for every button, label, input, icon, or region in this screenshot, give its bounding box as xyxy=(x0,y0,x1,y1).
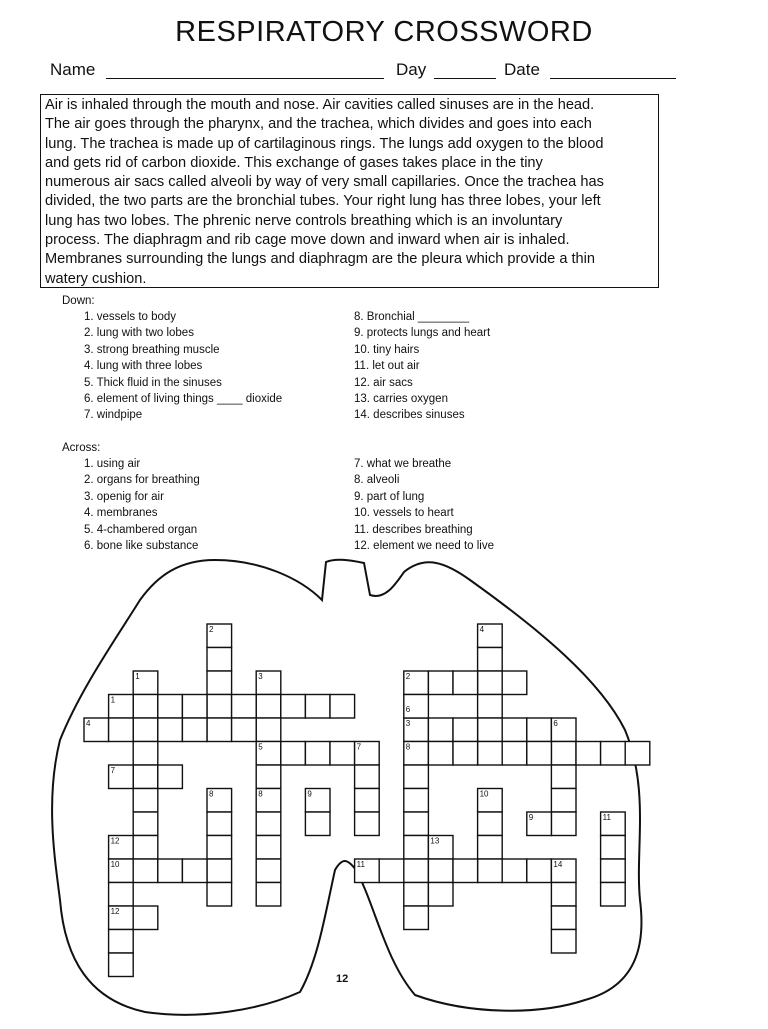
clue-number: 12 xyxy=(110,907,120,916)
crossword-cell[interactable] xyxy=(404,859,429,883)
crossword-cell[interactable] xyxy=(502,671,527,695)
clue-number: 3 xyxy=(405,719,411,728)
clue-number: 1 xyxy=(110,695,116,705)
crossword-cell[interactable] xyxy=(109,930,134,954)
crossword-cell[interactable] xyxy=(478,836,503,860)
clue: 3. strong breathing muscle xyxy=(84,343,220,356)
clue: 1. using air xyxy=(84,458,141,470)
clue-number: 7 xyxy=(110,766,116,775)
crossword-cell[interactable] xyxy=(207,695,232,719)
crossword-cell[interactable] xyxy=(355,765,380,789)
clue: 1. vessels to body xyxy=(84,311,177,323)
clue: 11. describes breathing xyxy=(354,523,473,536)
crossword-cell[interactable] xyxy=(404,836,429,860)
crossword-cell[interactable] xyxy=(601,742,626,766)
passage-line: Membranes surrounding the lungs and diaphragm are the pleura which provide a thin xyxy=(45,251,596,268)
clue-number: 8 xyxy=(209,789,214,799)
crossword-cell[interactable] xyxy=(256,718,281,742)
passage-line: watery cushion. xyxy=(45,270,147,287)
clue-number: 2 xyxy=(405,672,411,681)
crossword-cell[interactable] xyxy=(404,906,429,930)
crossword-cell[interactable] xyxy=(551,812,576,836)
crossword-cell[interactable] xyxy=(305,695,330,719)
crossword-cell[interactable] xyxy=(453,718,478,742)
crossword-cell[interactable] xyxy=(133,906,158,930)
crossword-cell[interactable] xyxy=(330,742,355,766)
crossword-cell[interactable] xyxy=(404,789,429,813)
crossword-cell[interactable] xyxy=(207,671,232,695)
crossword-cell[interactable] xyxy=(305,742,330,766)
crossword-cell[interactable] xyxy=(256,695,281,719)
clue: 8. alveoli xyxy=(354,474,400,487)
crossword-cell[interactable] xyxy=(133,742,158,766)
clue: 5. Thick fluid in the sinuses xyxy=(84,376,222,389)
crossword-cell[interactable] xyxy=(158,859,183,883)
crossword-cell[interactable] xyxy=(428,883,453,907)
clue-number: 13 xyxy=(430,836,440,846)
name-label: Name xyxy=(50,60,96,79)
page-number: 12 xyxy=(336,973,349,985)
crossword-cell[interactable] xyxy=(256,836,281,860)
crossword-cell[interactable] xyxy=(158,695,183,719)
crossword-cell[interactable] xyxy=(232,695,257,719)
clue: 7. windpipe xyxy=(84,409,143,422)
crossword-cell[interactable] xyxy=(281,695,306,719)
crossword-cell[interactable] xyxy=(133,718,158,742)
crossword-cell[interactable] xyxy=(551,742,576,766)
crossword-cell[interactable] xyxy=(330,695,355,719)
clue: 10. tiny hairs xyxy=(354,343,420,356)
clue: 6. element of living things ____ dioxide xyxy=(84,393,283,406)
crossword-cell[interactable] xyxy=(355,812,380,836)
clue: 9. part of lung xyxy=(354,490,425,503)
clue: 6. bone like substance xyxy=(84,540,199,553)
crossword-cell[interactable] xyxy=(404,765,429,789)
clue: 8. Bronchial ________ xyxy=(354,311,470,323)
clue: 5. 4-chambered organ xyxy=(84,523,198,536)
crossword-cell[interactable] xyxy=(404,883,429,907)
passage-line: lung has two lobes. The phrenic nerve controls breathing which is an involuntary xyxy=(45,212,563,229)
crossword-cell[interactable] xyxy=(109,953,134,977)
crossword-cell[interactable] xyxy=(478,718,503,742)
passage-line: lung. The trachea is made up of cartilaginous rings. The lungs add oxygen to the blood xyxy=(45,135,604,152)
clue: 7. what we breathe xyxy=(354,458,452,470)
crossword-cell[interactable] xyxy=(601,859,626,883)
clue-number: 10 xyxy=(110,860,120,869)
clue-number: 11 xyxy=(356,860,365,869)
crossword-cell[interactable] xyxy=(158,718,183,742)
clue-number: 6 xyxy=(405,704,411,714)
clue-number: 8 xyxy=(405,742,411,752)
clue-number: 2 xyxy=(209,625,214,634)
down-heading: Down: xyxy=(62,295,95,307)
crossword-cell[interactable] xyxy=(478,671,503,695)
crossword-cell[interactable] xyxy=(478,812,503,836)
clue-number: 3 xyxy=(258,672,263,681)
passage-line: The air goes through the pharynx, and the trachea, which divides and goes into each xyxy=(45,116,592,133)
crossword-cell[interactable] xyxy=(256,883,281,907)
crossword-cell[interactable] xyxy=(551,789,576,813)
crossword-cell[interactable] xyxy=(502,718,527,742)
crossword-cell[interactable] xyxy=(527,742,552,766)
crossword-cell[interactable] xyxy=(207,812,232,836)
crossword-cell[interactable] xyxy=(453,671,478,695)
clue: 14. describes sinuses xyxy=(354,409,465,422)
crossword-cell[interactable] xyxy=(207,648,232,672)
clue: 10. vessels to heart xyxy=(354,507,454,520)
clue: 11. let out air xyxy=(354,360,420,373)
crossword-cell[interactable] xyxy=(182,859,207,883)
clue-number: 14 xyxy=(553,860,563,869)
clue: 12. air sacs xyxy=(354,376,413,389)
crossword-cell[interactable] xyxy=(207,859,232,883)
clue-number: 4 xyxy=(86,719,91,728)
crossword-cell[interactable] xyxy=(256,765,281,789)
crossword-cell[interactable] xyxy=(428,742,453,766)
clue: 4. membranes xyxy=(84,507,158,520)
passage-line: and gets rid of carbon dioxide. This exchange of gases takes place in the tiny xyxy=(45,154,543,171)
crossword-cell[interactable] xyxy=(576,742,601,766)
clue: 2. organs for breathing xyxy=(84,474,200,487)
crossword-cell[interactable] xyxy=(158,765,183,789)
crossword-cell[interactable] xyxy=(478,695,503,719)
crossword-cell[interactable] xyxy=(109,718,134,742)
crossword-cell[interactable] xyxy=(109,883,134,907)
crossword-cell[interactable] xyxy=(453,742,478,766)
clue-number: 6 xyxy=(553,719,558,728)
crossword-cell[interactable] xyxy=(551,930,576,954)
crossword-cell[interactable] xyxy=(502,742,527,766)
day-label: Day xyxy=(396,60,427,79)
clue-number: 7 xyxy=(356,742,362,752)
clue: 13. carries oxygen xyxy=(354,393,448,406)
passage-line: divided, the two parts are the bronchial tubes. Your right lung has three lobes, your left xyxy=(45,193,601,210)
crossword-cell[interactable] xyxy=(256,812,281,836)
crossword-cell[interactable] xyxy=(256,859,281,883)
crossword-cell[interactable] xyxy=(428,718,453,742)
crossword-cell[interactable] xyxy=(527,718,552,742)
clue-number: 4 xyxy=(479,625,485,634)
clue-number: 11 xyxy=(602,813,611,822)
crossword-cell[interactable] xyxy=(207,883,232,907)
clue: 3. openig for air xyxy=(84,490,164,503)
crossword-cell[interactable] xyxy=(601,836,626,860)
clue-number: 1 xyxy=(135,672,140,681)
crossword-cell[interactable] xyxy=(379,859,404,883)
crossword-cell[interactable] xyxy=(478,648,503,672)
clue-number: 12 xyxy=(110,836,120,846)
crossword-cell[interactable] xyxy=(182,695,207,719)
crossword-cell[interactable] xyxy=(355,789,380,813)
crossword-cell[interactable] xyxy=(551,765,576,789)
crossword-cell[interactable] xyxy=(133,789,158,813)
crossword-cell[interactable] xyxy=(453,859,478,883)
date-label: Date xyxy=(504,60,540,79)
crossword-cell[interactable] xyxy=(133,812,158,836)
crossword-cell[interactable] xyxy=(404,812,429,836)
clue-number: 5 xyxy=(258,742,263,752)
clue-number: 8 xyxy=(258,789,263,799)
crossword-cell[interactable] xyxy=(478,742,503,766)
across-heading: Across: xyxy=(62,442,101,454)
crossword-cell[interactable] xyxy=(133,836,158,860)
clue: 4. lung with three lobes xyxy=(84,360,203,373)
crossword-cell[interactable] xyxy=(601,883,626,907)
crossword-cell[interactable] xyxy=(551,906,576,930)
crossword-cell[interactable] xyxy=(182,718,207,742)
crossword-cell[interactable] xyxy=(551,883,576,907)
crossword-cell[interactable] xyxy=(502,859,527,883)
clue: 12. element we need to live xyxy=(354,540,495,553)
crossword-cell[interactable] xyxy=(428,859,453,883)
passage-line: numerous air sacs called alveoli by way of very small capillaries. Once the trachea has xyxy=(45,174,604,191)
crossword-cell[interactable] xyxy=(232,718,257,742)
crossword-cell[interactable] xyxy=(133,695,158,719)
crossword-cell[interactable] xyxy=(133,859,158,883)
crossword-cell[interactable] xyxy=(133,765,158,789)
clue: 2. lung with two lobes xyxy=(84,327,194,340)
crossword-cell[interactable] xyxy=(207,718,232,742)
crossword-cell[interactable] xyxy=(527,859,552,883)
crossword-cell[interactable] xyxy=(207,836,232,860)
crossword-cell[interactable] xyxy=(625,742,650,766)
page-title: RESPIRATORY CROSSWORD xyxy=(175,16,593,48)
crossword-cell[interactable] xyxy=(305,812,330,836)
clue-number: 9 xyxy=(307,789,312,799)
crossword-cell[interactable] xyxy=(478,859,503,883)
clue-number: 9 xyxy=(528,813,534,822)
crossword-cell[interactable] xyxy=(281,742,306,766)
passage-line: process. The diaphragm and rib cage move down and inward when air is inhaled. xyxy=(45,232,570,249)
crossword-cell[interactable] xyxy=(428,671,453,695)
clue: 9. protects lungs and heart xyxy=(354,327,491,340)
clue-number: 10 xyxy=(479,789,489,799)
passage-line: Air is inhaled through the mouth and nose. Air cavities called sinuses are in the head. xyxy=(45,97,595,113)
